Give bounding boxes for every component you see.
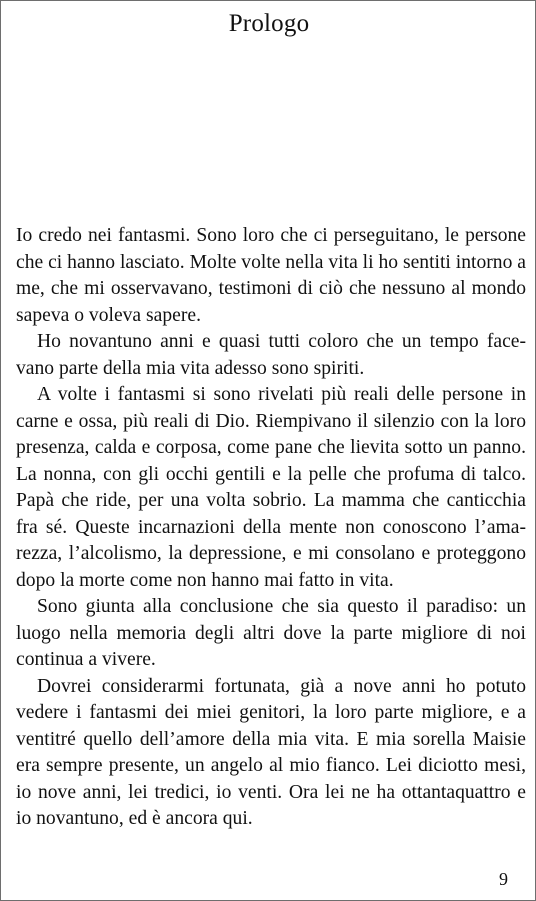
text-line: sapeva o voleva sapere.	[16, 304, 201, 326]
text-line: rezza, l’alcolismo, la depressione, e mi consolano e proteggono	[16, 543, 526, 564]
paragraph	[16, 382, 526, 594]
text-line: Ho novantuno anni e quasi tutti coloro che un tempo face-	[37, 331, 526, 352]
text-line: era sempre presente, un angelo al mio fianco. Lei diciotto mesi,	[16, 755, 526, 776]
chapter-title: Prologo	[228, 10, 310, 37]
text-line: A volte i fantasmi si sono rivelati più reali delle persone in	[37, 384, 526, 405]
text-line: Dovrei considerarmi fortunata, già a nove anni ho potuto	[37, 675, 526, 697]
text-line: io nove anni, lei tredici, io venti. Ora lei ne ha ottantaquattro e	[16, 781, 526, 803]
text-line: ventitré quello dell’amore della mia vita. E mia sorella Maisie	[16, 728, 526, 750]
text-line: Sono giunta alla conclusione che sia questo il paradiso: un	[37, 596, 526, 617]
text-line: presenza, calda e corposa, come pane che lievita sotto un panno.	[16, 437, 526, 458]
body-text	[16, 223, 526, 833]
text-line: fra sé. Queste incarnazioni della mente non conoscono l’ama-	[16, 516, 526, 538]
text-line: carne e ossa, più reali di Dio. Riempivano il silenzio con la loro	[16, 410, 526, 432]
text-line: io novantuno, ed è ancora qui.	[16, 808, 253, 829]
text-line: che ci hanno lasciato. Molte volte nella vita li ho sentiti intorno a	[16, 251, 526, 273]
text-line: vedere i fantasmi dei miei genitori, la loro parte migliore, e a	[16, 702, 526, 723]
text-line: luogo nella memoria degli altri dove la parte migliore di noi	[16, 622, 526, 644]
page-number: 9	[499, 869, 508, 889]
text-line: Io credo nei fantasmi. Sono loro che ci perseguitano, le persone	[16, 225, 526, 246]
text-line: La nonna, con gli occhi gentili e la pelle che profuma di talco.	[16, 463, 526, 485]
paragraph	[16, 329, 526, 382]
text-line: continua a vivere.	[16, 649, 156, 670]
paragraph	[16, 223, 526, 329]
text-line: Papà che ride, per una volta sobrio. La mamma che canticchia	[16, 490, 526, 511]
text-line: dopo la morte come non hanno mai fatto in vita.	[16, 569, 394, 591]
text-line: me, che mi osservavano, testimoni di ciò che nessuno al mondo	[16, 278, 526, 299]
paragraph	[16, 594, 526, 674]
paragraph	[16, 674, 526, 833]
text-line: vano parte della mia vita adesso sono spiriti.	[16, 357, 365, 379]
